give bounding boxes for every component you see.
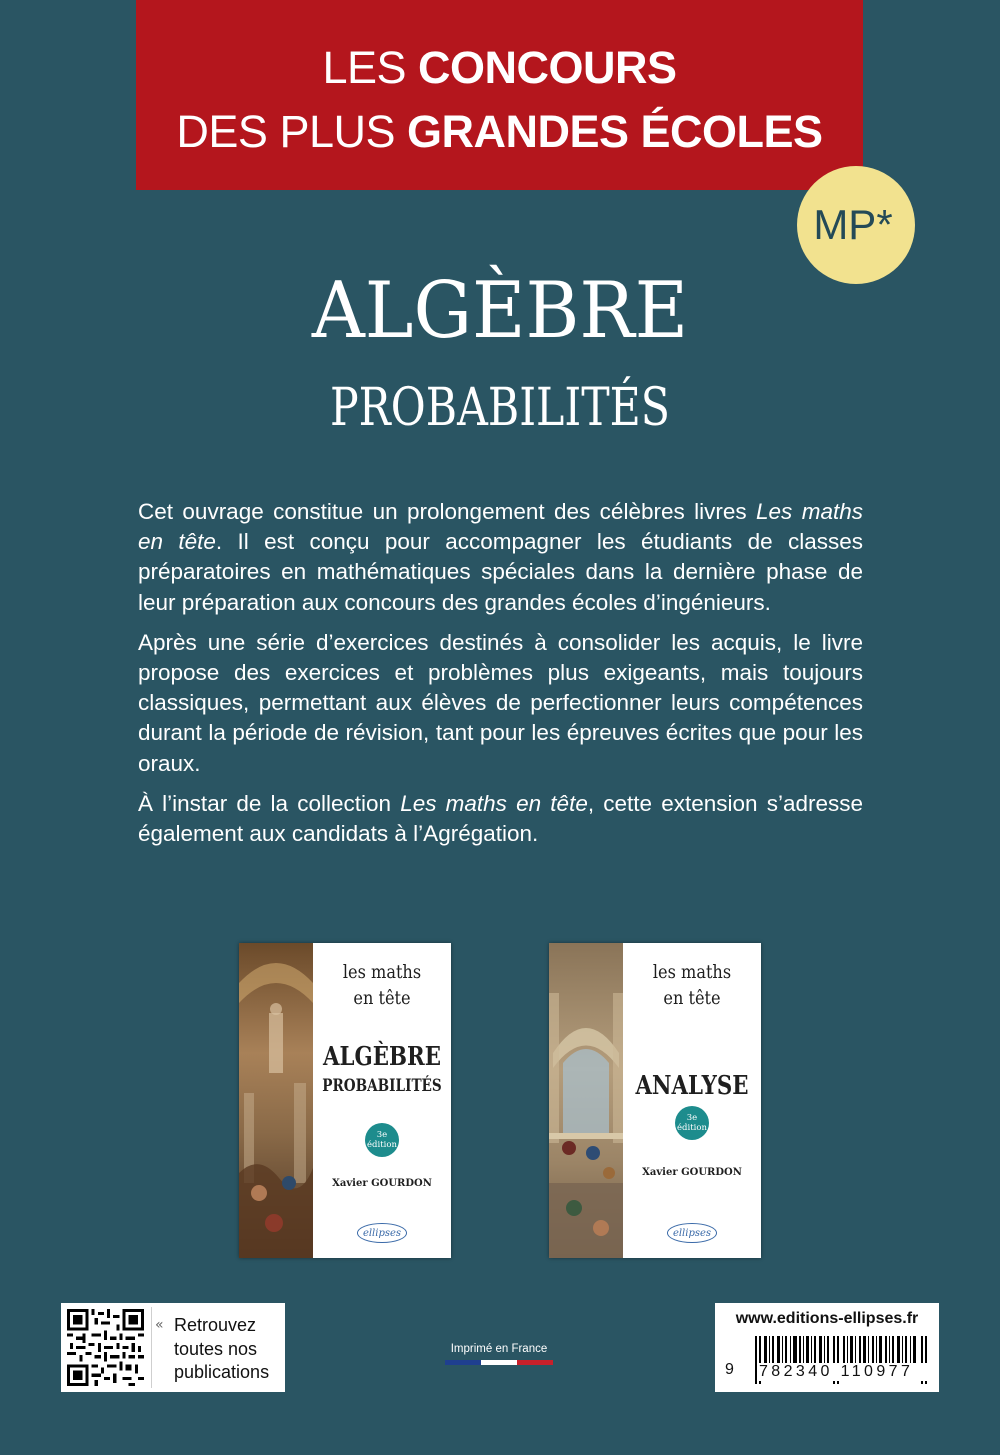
- book-cover-analyse[interactable]: [549, 943, 761, 1258]
- banner-line-1-light: LES: [322, 42, 419, 93]
- series-line-1: les maths: [652, 961, 732, 983]
- p3-series-name: Les maths en tête: [400, 790, 588, 816]
- edition-word: édition: [367, 1140, 397, 1150]
- series-line-1: les maths: [342, 961, 422, 983]
- painting-image: [549, 943, 623, 1258]
- series-name: [633, 959, 750, 1011]
- edition-number: 3e: [376, 1130, 388, 1140]
- description: [138, 497, 863, 859]
- isbn-first-digit: 9: [725, 1361, 734, 1378]
- publisher-logo: ellipses: [357, 1223, 407, 1243]
- qr-caption-line-2: toutes nos: [174, 1338, 258, 1359]
- qr-caption-line-3: publications: [174, 1362, 270, 1382]
- p1-series-name: Les maths en tête: [138, 499, 863, 555]
- flag-blue: [445, 1360, 481, 1365]
- p3-text-b: , cette extension s’adresse également aux candidats à l’Agrégation.: [138, 790, 863, 847]
- flag-white: [481, 1360, 517, 1365]
- edition-badge: [365, 1123, 399, 1157]
- qr-code[interactable]: [67, 1309, 144, 1386]
- edition-badge: [675, 1106, 709, 1140]
- banner-line-2: [136, 106, 863, 157]
- cover-panel: [623, 943, 761, 1258]
- description-paragraph-2: Après une série d’exercices destinés à consolider les acquis, le livre propose des exercices et problèmes plus exigeants, mais toujours classiques, permettant aux élèves de perfectionner leurs compétences durant la période de révision, tant pour les épreuves écrites que pour les oraux.: [138, 629, 863, 776]
- flag-red: [517, 1360, 553, 1365]
- qr-caption-line-1: Retrouvez: [174, 1315, 257, 1335]
- french-flag-stripe: [445, 1360, 553, 1365]
- qr-panel[interactable]: [61, 1303, 285, 1392]
- separator: [151, 1307, 152, 1388]
- chevron-left-icon: «: [155, 1317, 164, 1333]
- p3-text-a: À l’instar de la collection: [138, 790, 401, 816]
- book-subtitle: PROBABILITÉS: [329, 378, 670, 438]
- book-cover-algebre[interactable]: [239, 943, 451, 1258]
- publisher-logo: ellipses: [667, 1223, 717, 1243]
- cover-author: Xavier GOURDON: [642, 1167, 742, 1178]
- banner-line-1: [136, 42, 863, 93]
- banner-line-2-bold: GRANDES ÉCOLES: [407, 106, 823, 157]
- book-title: ALGÈBRE: [311, 266, 689, 356]
- edition-word: édition: [677, 1123, 707, 1133]
- series-line-2: en tête: [663, 987, 721, 1009]
- series-line-2: en tête: [353, 987, 411, 1009]
- printed-in-label: Imprimé en France: [450, 1343, 548, 1355]
- p1-text-b: . Il est conçu pour accompagner les étudiants de classes préparatoires en mathématiques spéciales dans la dernière phase de leur préparation aux concours des grandes écoles d’ingénieurs.: [138, 529, 864, 615]
- cover-title: ANALYSE: [635, 1071, 749, 1101]
- barcode-panel: [715, 1303, 939, 1392]
- edition-number: 3e: [686, 1113, 698, 1123]
- banner-line-1-bold: CONCOURS: [418, 42, 677, 93]
- level-badge: MP*: [797, 166, 915, 284]
- painting-image: [239, 943, 313, 1258]
- publisher-url[interactable]: www.editions-ellipses.fr: [735, 1310, 919, 1327]
- banner-line-2-light: DES PLUS: [176, 106, 408, 157]
- cover-subtitle: PROBABILITÉS: [322, 1076, 442, 1096]
- isbn-digits: 782340 110977: [757, 1363, 931, 1381]
- qr-caption: [174, 1314, 269, 1385]
- collection-banner: [136, 0, 863, 190]
- description-paragraph-1: [138, 497, 863, 618]
- description-paragraph-3: [138, 789, 863, 849]
- p1-text-a: Cet ouvrage constitue un prolongement des célèbres livres: [138, 499, 757, 524]
- cover-author: Xavier GOURDON: [332, 1178, 432, 1189]
- cover-title: ALGÈBRE: [322, 1042, 441, 1072]
- cover-panel: [313, 943, 451, 1258]
- series-name: [323, 959, 440, 1011]
